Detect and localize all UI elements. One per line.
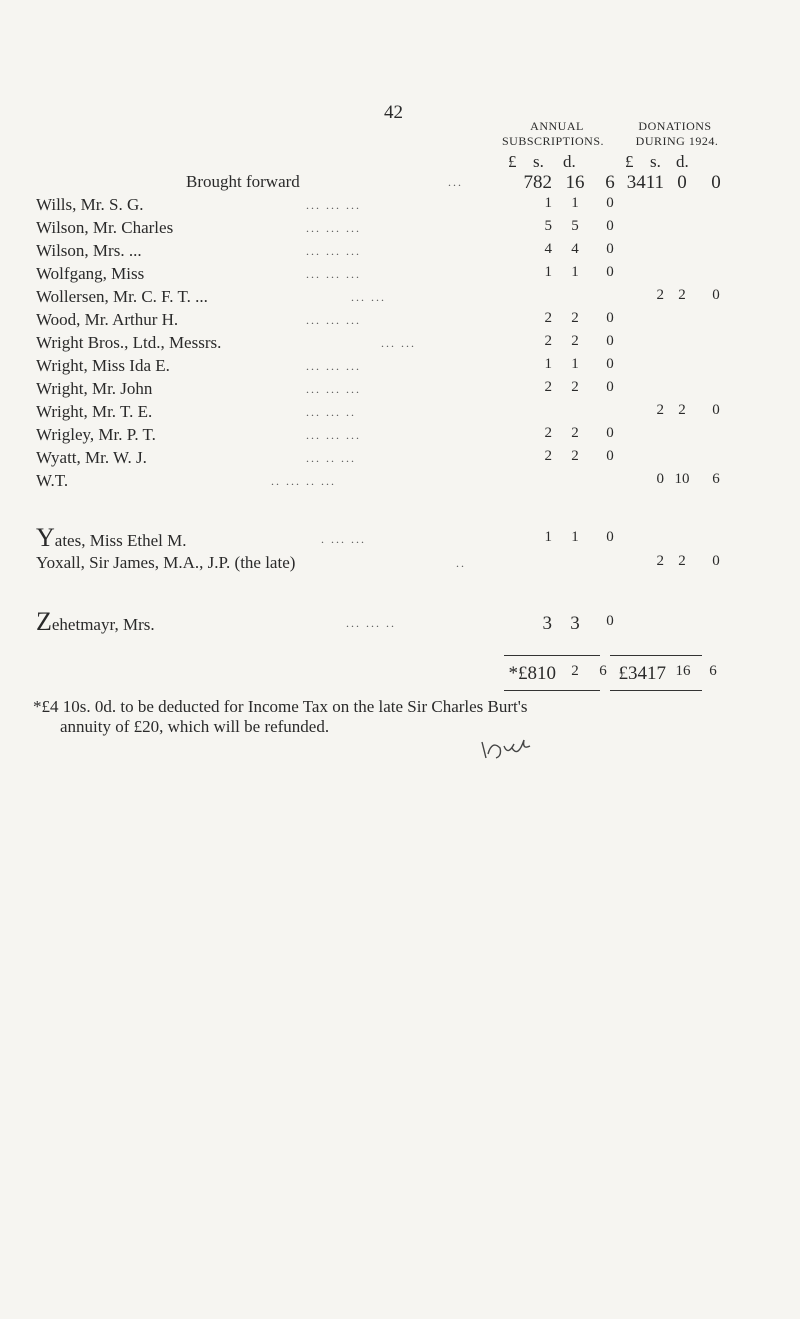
sub-shillings: 1	[571, 264, 579, 280]
table-row	[36, 425, 736, 447]
subscriptions-total-rule-top	[504, 655, 600, 656]
leader-dots: ... ... ...	[306, 313, 361, 327]
leader-dots: ... ... ...	[306, 267, 361, 281]
table-row	[36, 172, 736, 194]
don-shillings: 10	[674, 471, 690, 487]
row-name: Wright, Mr. John	[36, 379, 153, 398]
table-row	[36, 241, 736, 263]
sub-shillings: 3	[570, 613, 580, 634]
sub-shillings: 2	[571, 333, 579, 349]
sub-pence: 6	[605, 172, 615, 193]
leader-dots: ... ... ...	[306, 244, 361, 258]
leader-dots: ... ... ...	[306, 221, 361, 235]
sub-shillings: 2	[571, 448, 579, 464]
handwritten-mark-icon	[478, 734, 538, 764]
leader-dots: ... ... ...	[306, 359, 361, 373]
row-name: Wright, Mr. T. E.	[36, 402, 153, 421]
don-total-shillings: 16	[675, 663, 691, 679]
leader-dots: ... ... ..	[306, 405, 356, 419]
row-name: Wyatt, Mr. W. J.	[36, 448, 147, 467]
sub-pounds: 4	[544, 241, 552, 257]
sub-pence: 0	[606, 529, 614, 545]
units-don-pence: d.	[676, 152, 689, 171]
sub-shillings: 2	[571, 379, 579, 395]
row-name: Wilson, Mrs. ...	[36, 241, 142, 260]
sub-pence: 0	[606, 613, 614, 629]
subscriptions-total-rule-bottom	[504, 690, 600, 691]
sub-pounds: 782	[523, 172, 552, 193]
units-don-pounds: £	[625, 152, 634, 171]
donations-header-line1: DONATIONS	[638, 119, 712, 133]
units-don-shillings: s.	[650, 152, 661, 171]
subscriptions-header-line2: SUBSCRIPTIONS.	[501, 134, 605, 148]
sub-pence: 0	[606, 241, 614, 257]
leader-dots: ... ... ...	[306, 198, 361, 212]
row-name: W.T.	[36, 471, 69, 490]
don-pounds: 2	[656, 287, 664, 303]
units-sub-pence: d.	[563, 152, 576, 171]
donations-total-rule-bottom	[610, 690, 702, 691]
don-pounds: 0	[656, 471, 664, 487]
sub-pounds: 1	[544, 195, 552, 211]
table-row	[36, 287, 736, 309]
leader-dots: ... ... ..	[346, 616, 396, 630]
leader-dots: ... ... ...	[306, 382, 361, 396]
table-row	[36, 264, 736, 286]
units-sub-pounds: £	[508, 152, 517, 171]
don-pence: 0	[712, 287, 720, 303]
don-pounds: 2	[656, 402, 664, 418]
sub-shillings: 1	[571, 356, 579, 372]
row-name: Yates, Miss Ethel M.	[36, 523, 187, 552]
row-name: Wolfgang, Miss	[36, 264, 145, 283]
sub-shillings: 1	[571, 529, 579, 545]
units-sub-shillings: s.	[533, 152, 544, 171]
sub-pounds: 2	[544, 379, 552, 395]
subscriptions-header-line1: ANNUAL	[530, 119, 584, 133]
don-pence: 0	[712, 402, 720, 418]
sub-pounds: 2	[544, 310, 552, 326]
sub-pence: 0	[606, 310, 614, 326]
sub-pounds: 1	[544, 356, 552, 372]
sub-pence: 0	[606, 356, 614, 372]
sub-shillings: 5	[571, 218, 579, 234]
sub-total-shillings: 2	[571, 663, 579, 679]
donations-total-rule-top	[610, 655, 702, 656]
row-name: Brought forward	[186, 172, 300, 191]
don-pounds: 2	[656, 553, 664, 569]
sub-pence: 0	[606, 218, 614, 234]
table-row	[36, 471, 736, 493]
table-row	[36, 356, 736, 378]
donations-header-line2: DURING 1924.	[635, 134, 719, 148]
leader-dots: ..	[456, 556, 466, 570]
sub-pounds: 2	[544, 448, 552, 464]
totals-row	[36, 663, 736, 685]
table-row	[36, 333, 736, 355]
don-pence: 0	[712, 553, 720, 569]
table-row	[36, 553, 736, 575]
don-shillings: 0	[677, 172, 687, 193]
table-row	[36, 523, 736, 552]
leader-dots: ... ...	[351, 290, 386, 304]
table-row	[36, 310, 736, 332]
table-row	[36, 379, 736, 401]
don-shillings: 2	[678, 287, 686, 303]
leader-dots: ... ... ...	[306, 428, 361, 442]
sub-shillings: 2	[571, 310, 579, 326]
don-total-pounds: £3417	[618, 663, 666, 684]
row-name: Zehetmayr, Mrs.	[36, 607, 155, 636]
sub-shillings: 2	[571, 425, 579, 441]
sub-pounds: 2	[544, 333, 552, 349]
row-name: Wright, Miss Ida E.	[36, 356, 170, 375]
page-number: 42	[384, 102, 403, 123]
table-row	[36, 607, 736, 636]
sub-total-pence: 6	[599, 663, 607, 679]
sub-pence: 0	[606, 333, 614, 349]
table-row	[36, 448, 736, 470]
sub-shillings: 4	[571, 241, 579, 257]
don-pence: 0	[711, 172, 721, 193]
leader-dots: ...	[448, 175, 463, 189]
drop-capital: Y	[36, 523, 55, 552]
row-name: Wood, Mr. Arthur H.	[36, 310, 179, 329]
sub-pounds: 3	[542, 613, 552, 634]
sub-pence: 0	[606, 448, 614, 464]
footnote-line1: *£4 10s. 0d. to be deducted for Income Tax on the late Sir Charles Burt's	[33, 697, 528, 716]
sub-pence: 0	[606, 264, 614, 280]
don-pence: 6	[712, 471, 720, 487]
sub-pounds: 1	[544, 264, 552, 280]
row-name: Wilson, Mr. Charles	[36, 218, 174, 237]
sub-total-pounds: *£810	[508, 663, 556, 684]
table-row	[36, 218, 736, 240]
don-shillings: 2	[678, 553, 686, 569]
sub-shillings: 16	[565, 172, 585, 193]
sub-pounds: 5	[544, 218, 552, 234]
sub-pounds: 2	[544, 425, 552, 441]
sub-pounds: 1	[544, 529, 552, 545]
leader-dots: . ... ...	[321, 532, 366, 546]
sub-shillings: 1	[571, 195, 579, 211]
footnote-line2: annuity of £20, which will be refunded.	[60, 717, 330, 736]
leader-dots: ... .. ...	[306, 451, 356, 465]
don-shillings: 2	[678, 402, 686, 418]
row-name: Wollersen, Mr. C. F. T. ...	[36, 287, 208, 306]
row-name: Yoxall, Sir James, M.A., J.P. (the late)	[36, 553, 296, 572]
don-total-pence: 6	[709, 663, 717, 679]
leader-dots: .. ... .. ...	[271, 474, 336, 488]
row-name: Wright Bros., Ltd., Messrs.	[36, 333, 222, 352]
leader-dots: ... ...	[381, 336, 416, 350]
table-row	[36, 402, 736, 424]
sub-pence: 0	[606, 195, 614, 211]
drop-capital: Z	[36, 607, 52, 636]
sub-pence: 0	[606, 379, 614, 395]
don-pounds: 3411	[626, 172, 664, 193]
sub-pence: 0	[606, 425, 614, 441]
table-row	[36, 195, 736, 217]
row-name: Wills, Mr. S. G.	[36, 195, 144, 214]
row-name: Wrigley, Mr. P. T.	[36, 425, 156, 444]
